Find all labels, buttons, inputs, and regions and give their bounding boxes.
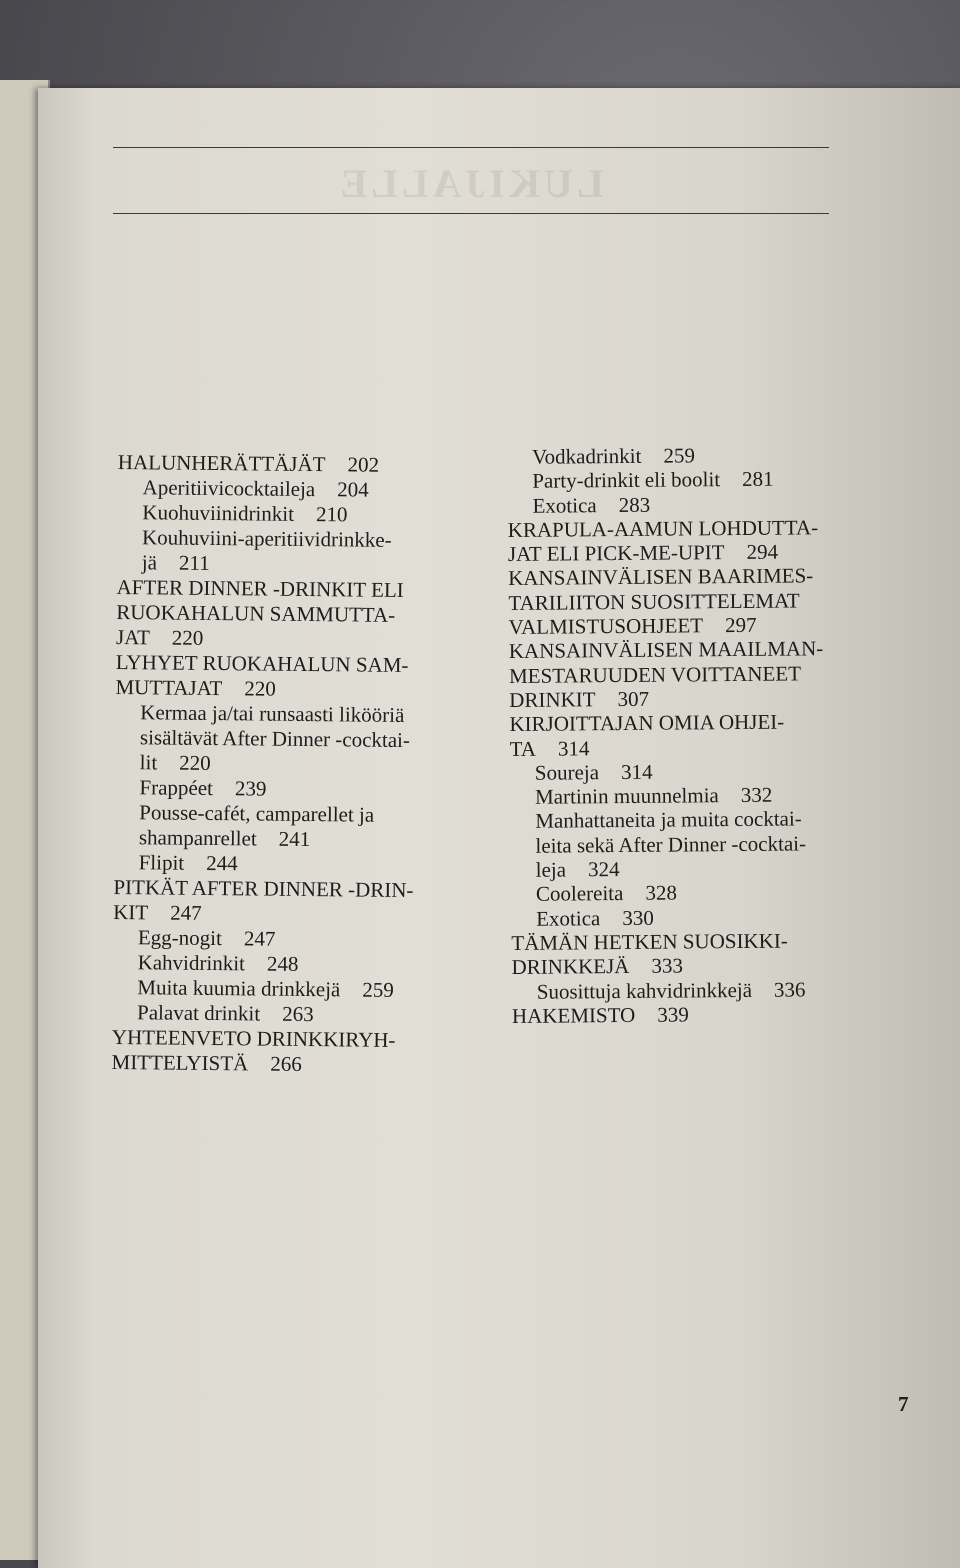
toc-entry-title: JAT	[115, 624, 151, 650]
toc-line	[114, 825, 414, 853]
toc-entry-title: KANSAINVÄLISEN MAAILMAN-	[508, 636, 824, 664]
toc-entry-title: HALUNHERÄTTÄJÄT	[117, 450, 326, 477]
toc-entry	[112, 1000, 412, 1028]
toc-page-number: 202	[347, 452, 380, 477]
toc-page-number: 266	[270, 1051, 302, 1076]
toc-line	[508, 588, 823, 615]
toc-line	[118, 450, 418, 478]
toc-line	[117, 475, 417, 503]
toc-entry-title: DRINKIT	[509, 687, 596, 712]
toc-entry	[115, 650, 416, 703]
toc-entry	[117, 475, 417, 503]
toc-line	[508, 515, 823, 542]
toc-line	[511, 928, 826, 955]
toc-entry-title: TA	[509, 736, 537, 761]
toc-line	[509, 661, 824, 688]
toc-line	[508, 564, 823, 591]
toc-page-number: 324	[587, 857, 620, 882]
toc-line	[510, 758, 825, 785]
toc-entry	[512, 977, 827, 1004]
toc-entry-title: shampanrellet	[138, 825, 257, 851]
toc-page-number: 339	[657, 1002, 689, 1027]
toc-entry-title: HAKEMISTO	[511, 1002, 636, 1028]
toc-entry	[507, 467, 822, 494]
toc-page-number: 332	[740, 782, 773, 808]
page-number: 7	[898, 1392, 909, 1416]
toc-page-number: 247	[170, 900, 202, 925]
toc-line	[117, 525, 417, 553]
toc-page-number: 314	[620, 759, 653, 784]
toc-entry	[117, 525, 418, 578]
toc-entry-title: Flipit	[138, 850, 185, 875]
toc-left-column	[111, 450, 418, 1078]
toc-line	[508, 612, 823, 639]
toc-entry-title: Kermaa ja/tai runsaasti likööriä	[140, 700, 405, 728]
toc-page-number: 210	[315, 502, 348, 527]
toc-line	[111, 1050, 411, 1078]
toc-entry	[512, 1001, 827, 1028]
toc-entry-title: Kouhuviini-aperitiividrinkke-	[141, 525, 392, 552]
toc-page-number: 244	[206, 850, 238, 876]
toc-page-number: 294	[746, 539, 779, 565]
toc-entry	[508, 564, 823, 640]
toc-line	[507, 467, 822, 494]
toc-page-number: 328	[645, 880, 677, 906]
toc-line	[116, 600, 416, 628]
toc-line	[512, 1001, 827, 1028]
toc-entry	[111, 1025, 412, 1078]
toc-entry-title: leita sekä After Dinner -cocktai-	[535, 831, 807, 858]
toc-line	[116, 650, 416, 678]
toc-line	[113, 950, 413, 978]
toc-entry-title: PITKÄT AFTER DINNER -DRIN-	[113, 874, 414, 903]
toc-page-number: 330	[622, 905, 654, 930]
toc-entry	[114, 775, 414, 803]
toc-entry-title: Aperitiivicocktaileja	[142, 475, 316, 502]
toc-entry-title: Manhattaneita ja muita cocktai-	[535, 806, 802, 834]
toc-entry	[507, 491, 822, 518]
toc-entry-title: AFTER DINNER -DRINKIT ELI	[116, 574, 404, 602]
toc-entry-title: KRAPULA-AAMUN LOHDUTTA-	[507, 515, 819, 542]
toc-page-number: 297	[724, 612, 757, 638]
toc-line	[510, 734, 825, 761]
toc-entry-title: KIT	[113, 899, 149, 925]
toc-line	[509, 637, 824, 664]
toc-entry-title: RUOKAHALUN SAMMUTTA-	[116, 599, 396, 627]
toc-page-number: 220	[244, 676, 276, 701]
toc-line	[115, 700, 415, 728]
toc-entry	[510, 807, 825, 883]
toc-line	[113, 900, 413, 928]
toc-entry-title: KANSAINVÄLISEN BAARIMES-	[508, 563, 814, 591]
toc-line	[115, 750, 415, 778]
toc-line	[511, 880, 826, 907]
toc-page-number: 283	[618, 492, 651, 517]
toc-entry-title: Pousse-cafét, camparellet ja	[139, 800, 375, 827]
toc-entry-title: Frappéet	[139, 775, 214, 801]
toc-line	[114, 775, 414, 803]
toc-line	[510, 807, 825, 834]
toc-entry-title: KIRJOITTAJAN OMIA OHJEI-	[509, 709, 785, 737]
toc-entry-title: Muita kuumia drinkkejä	[137, 975, 341, 1002]
toc-line	[507, 491, 822, 518]
toc-line	[117, 500, 417, 528]
toc-page-number: 314	[557, 735, 590, 761]
toc-line	[507, 442, 822, 469]
toc-page-number: 281	[742, 466, 774, 492]
toc-page-number: 259	[663, 443, 695, 468]
toc-entry	[510, 758, 825, 785]
toc-line	[511, 855, 826, 882]
toc-line	[112, 1025, 412, 1053]
toc-page-number: 307	[617, 686, 650, 712]
toc-entry-title: Soureja	[534, 760, 600, 785]
toc-entry	[114, 850, 414, 878]
toc-entry	[511, 928, 826, 979]
toc-entry-title: DRINKKEJÄ	[511, 954, 630, 980]
toc-entry-title: Exotica	[532, 492, 597, 518]
toc-line	[509, 685, 824, 712]
toc-page-number: 248	[266, 951, 299, 976]
toc-entry	[509, 710, 824, 761]
toc-entry-title: JAT ELI PICK-ME-UPIT	[507, 540, 725, 567]
toc-entry	[116, 575, 417, 653]
toc-entry-title: lit	[139, 750, 158, 775]
toc-line	[115, 675, 415, 703]
toc-entry	[511, 904, 826, 931]
toc-entry-title: Kahvidrinkit	[137, 950, 246, 976]
toc-line	[115, 725, 415, 753]
toc-entry-title: VALMISTUSOHJEET	[508, 613, 704, 640]
toc-page-number: 336	[773, 976, 806, 1002]
toc-line	[117, 550, 417, 578]
toc-line	[114, 800, 414, 828]
toc-line	[510, 831, 825, 858]
show-through-heading: LUKIJALLE	[336, 161, 604, 206]
toc-entry-title: Vodkadrinkit	[531, 443, 642, 469]
toc-line	[509, 710, 824, 737]
toc-entry-title: MESTARUUDEN VOITTANEET	[508, 661, 802, 688]
toc-page-number: 259	[362, 977, 394, 1002]
toc-page-number: 220	[171, 625, 204, 650]
toc-entry-title: TARILIITON SUOSITTELEMAT	[508, 588, 800, 615]
toc-entry-title: TÄMÄN HETKEN SUOSIKKI-	[511, 928, 788, 955]
toc-line	[510, 782, 825, 809]
toc-entry-title: Egg-nogit	[137, 925, 223, 951]
toc-right-column	[507, 442, 826, 1028]
toc-entry	[508, 515, 823, 566]
toc-entry	[117, 500, 417, 528]
toc-entry-title: Kuohuviinidrinkit	[142, 500, 295, 526]
toc-entry-title: sisältävät After Dinner -cocktai-	[139, 725, 411, 753]
toc-line	[116, 625, 416, 653]
toc-line	[508, 539, 823, 566]
toc-entry-title: Martinin muunnelmia	[534, 783, 719, 809]
toc-entry	[112, 975, 412, 1003]
toc-line	[512, 977, 827, 1004]
toc-page-number: 211	[178, 550, 210, 575]
toc-line	[112, 975, 412, 1003]
toc-entry-title: Party-drinkit eli boolit	[532, 467, 721, 494]
toc-entry-title: jä	[141, 550, 158, 575]
toc-entry	[114, 800, 415, 853]
toc-line	[112, 1000, 412, 1028]
toc-page-number: 333	[651, 953, 683, 978]
toc-page-number: 239	[234, 776, 267, 801]
top-rule	[113, 147, 829, 148]
toc-line	[116, 575, 416, 603]
toc-line	[113, 925, 413, 953]
toc-page-number: 263	[282, 1001, 314, 1027]
toc-page-number: 241	[278, 826, 311, 852]
toc-line	[511, 952, 826, 979]
toc-line	[113, 875, 413, 903]
toc-entry	[118, 450, 418, 478]
toc-entry	[113, 950, 413, 978]
toc-page-number: 220	[179, 750, 211, 775]
toc-entry-title: LYHYET RUOKAHALUN SAM-	[115, 649, 409, 678]
toc-entry-title: Palavat drinkit	[136, 1000, 261, 1026]
toc-entry	[511, 880, 826, 907]
toc-entry-title: leja	[535, 857, 567, 882]
toc-page-number: 247	[243, 926, 276, 951]
toc-line	[511, 904, 826, 931]
toc-line	[114, 850, 414, 878]
toc-entry-title: YHTEENVETO DRINKKIRYH-	[111, 1024, 396, 1052]
toc-entry-title: MUTTAJAT	[115, 674, 223, 701]
toc-entry-title: Coolereita	[535, 881, 624, 907]
toc-entry-title: MITTELYISTÄ	[111, 1049, 249, 1076]
toc-entry	[507, 442, 822, 469]
toc-entry	[113, 925, 413, 953]
toc-page-number: 204	[337, 477, 369, 502]
toc-entry	[509, 637, 824, 713]
toc-entry	[510, 782, 825, 809]
toc-entry-title: Exotica	[536, 905, 601, 931]
toc-entry-title: Suosittuja kahvidrinkkejä	[536, 977, 753, 1004]
toc-entry	[113, 875, 414, 928]
toc-entry	[115, 700, 416, 778]
bottom-rule	[113, 213, 829, 214]
